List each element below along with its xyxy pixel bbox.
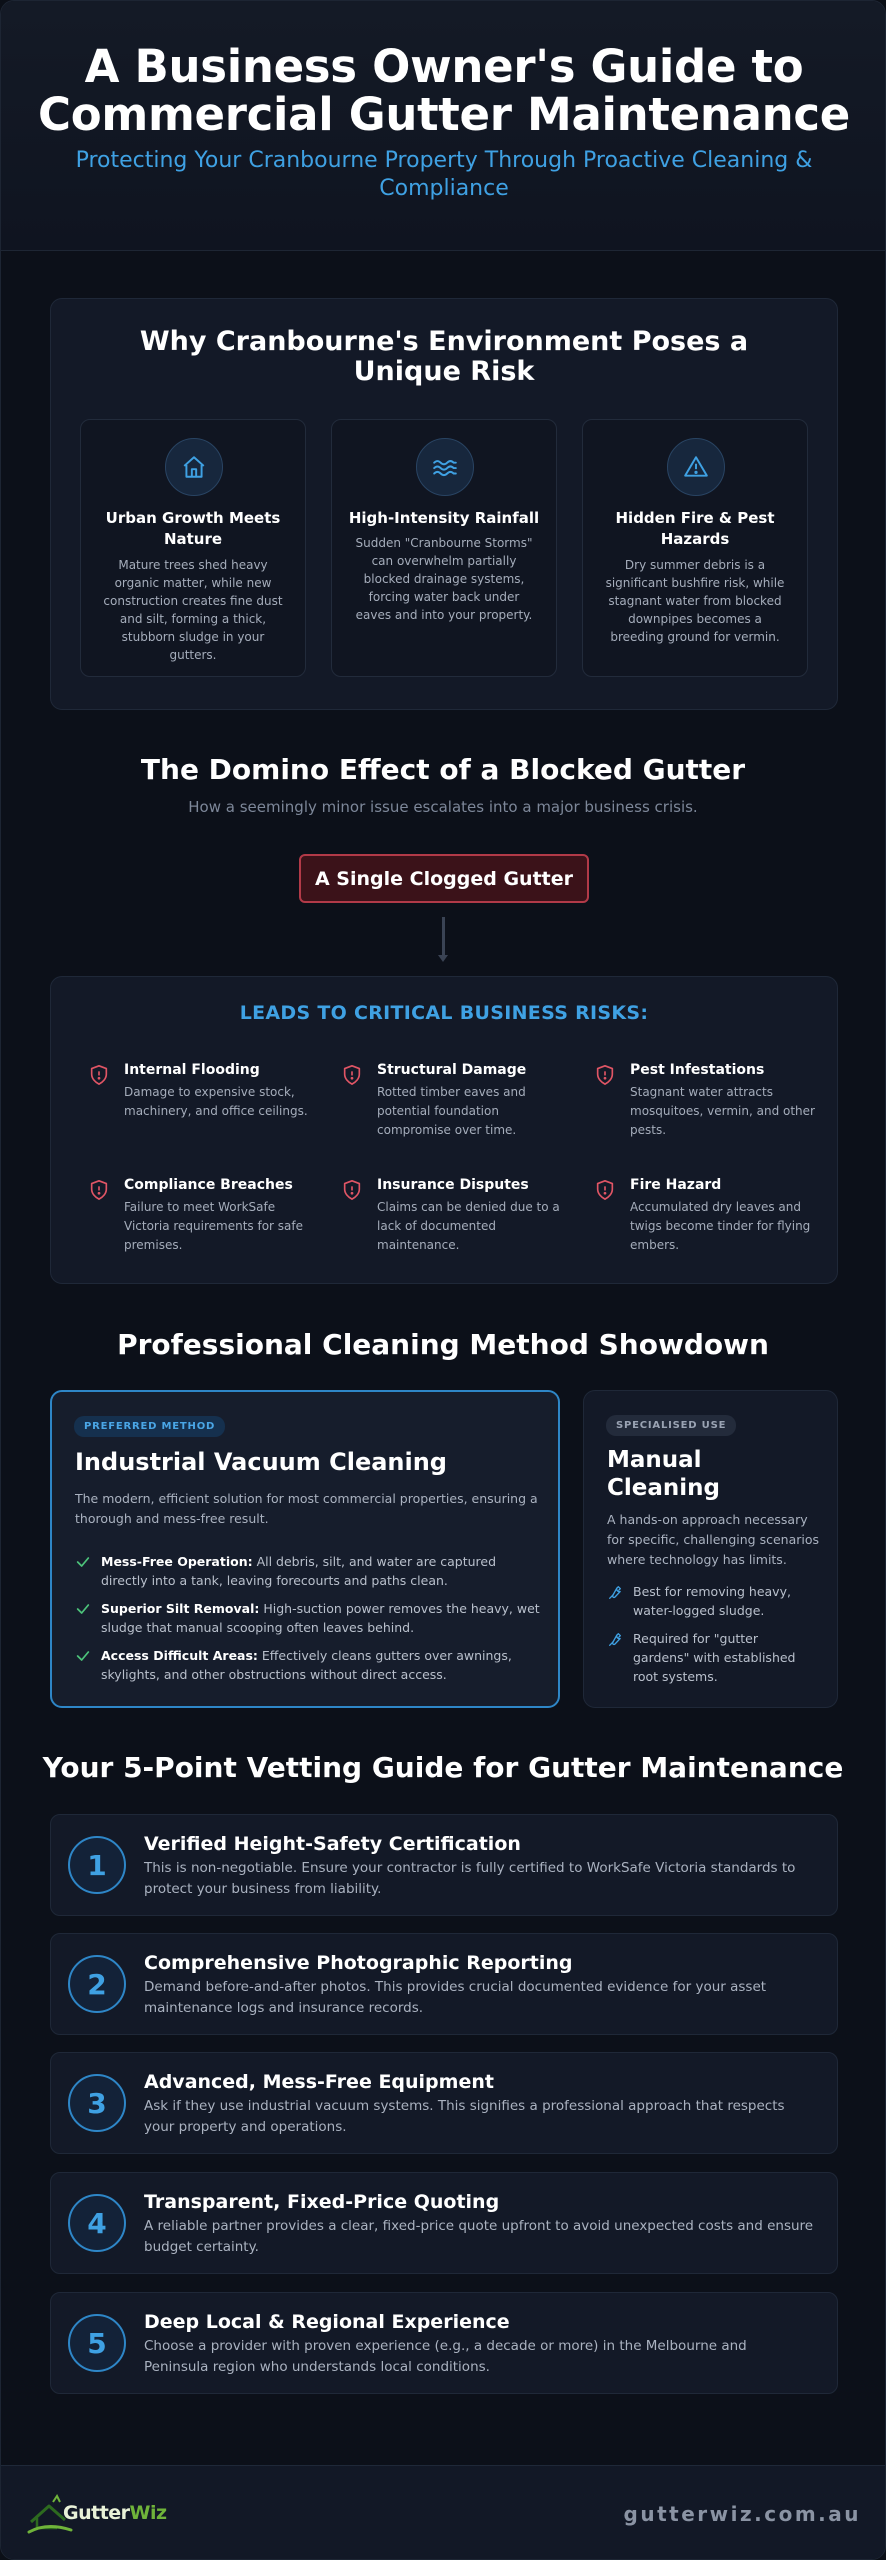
feature-label: Access Difficult Areas: xyxy=(101,1648,258,1663)
step-number: 2 xyxy=(68,1955,126,2013)
vetting-item-title: Transparent, Fixed-Price Quoting xyxy=(144,2191,500,2213)
domino-subtitle: How a seemingly minor issue escalates into a major business crisis. xyxy=(188,798,698,816)
gutterwiz-logo[interactable] xyxy=(27,2492,167,2538)
specialised-badge: SPECIALISED USE xyxy=(606,1415,736,1436)
why-item-urban-growth xyxy=(80,419,306,677)
risk-text: Stagnant water attracts mosquitoes, vermin, and other pests. xyxy=(630,1085,815,1137)
vetting-item-title: Comprehensive Photographic Reporting xyxy=(144,1952,573,1974)
feature-text: Best for removing heavy, water-logged sludge. xyxy=(633,1584,791,1618)
step-number: 4 xyxy=(68,2194,126,2252)
method-desc: The modern, efficient solution for most commercial properties, ensuring a thorough and mess-free result. xyxy=(75,1491,538,1526)
risk-title: Internal Flooding xyxy=(124,1062,260,1078)
vetting-item-text: A reliable partner provides a clear, fixed-price quote upfront to avoid unexpected costs and ensure budget certainty. xyxy=(144,2218,814,2255)
logo-text: GutterWiz xyxy=(63,2502,167,2524)
showdown-title: Professional Cleaning Method Showdown xyxy=(117,1328,769,1361)
method-name: Manual Cleaning xyxy=(607,1447,720,1501)
risk-item xyxy=(88,1061,323,1141)
header xyxy=(1,1,886,251)
vetting-item-text: Choose a provider with proven experience (e.g., a decade or more) in the Melbourne and Peninsula region who understands local conditions. xyxy=(144,2338,747,2375)
check-icon xyxy=(75,1601,91,1617)
vetting-item-text: Ask if they use industrial vacuum systems. This signifies a professional approach that respects your property and operations. xyxy=(144,2098,785,2135)
step-number: 1 xyxy=(68,1836,126,1894)
check-icon xyxy=(75,1648,91,1664)
clogged-gutter-box: A Single Clogged Gutter xyxy=(299,854,589,903)
feature-text: Effectively cleans gutters over awnings, skylights, and other obstructions without direct access. xyxy=(101,1648,512,1682)
home-icon xyxy=(165,438,223,496)
vetting-item xyxy=(50,1933,838,2035)
check-icon xyxy=(75,1554,91,1570)
feature-text: Required for "gutter gardens" with established root systems. xyxy=(633,1631,796,1684)
preferred-badge: PREFERRED METHOD xyxy=(74,1416,225,1437)
why-item-rainfall xyxy=(331,419,557,677)
step-number: 3 xyxy=(68,2074,126,2132)
domino-title: The Domino Effect of a Blocked Gutter xyxy=(140,753,746,786)
vetting-item-text: This is non-negotiable. Ensure your contractor is fully certified to WorkSafe Victoria standards to protect your business from liability. xyxy=(144,1860,796,1897)
risks-section xyxy=(50,976,838,1284)
vetting-item-title: Deep Local & Regional Experience xyxy=(144,2311,510,2333)
risk-text: Rotted timber eaves and potential foundation compromise over time. xyxy=(377,1085,526,1137)
page-title: A Business Owner's Guide to Commercial Gutter Maintenance xyxy=(38,40,850,141)
vetting-title: Your 5-Point Vetting Guide for Gutter Maintenance xyxy=(42,1751,844,1784)
why-title: Why Cranbourne's Environment Poses a Unique Risk xyxy=(139,326,749,387)
risk-text: Failure to meet WorkSafe Victoria requirements for safe premises. xyxy=(124,1200,303,1252)
risk-item xyxy=(594,1061,829,1141)
footer xyxy=(1,2465,886,2560)
feature-text: High-suction power removes the heavy, wet sludge that manual scooping often leaves behind. xyxy=(101,1601,540,1635)
why-item-text: Sudden "Cranbourne Storms" can overwhelm partially blocked drainage systems, forcing water back under eaves and into your property. xyxy=(355,536,533,622)
risk-title: Structural Damage xyxy=(377,1062,527,1078)
method-name: Industrial Vacuum Cleaning xyxy=(75,1448,447,1476)
risk-item xyxy=(594,1176,829,1256)
risk-item xyxy=(341,1061,576,1141)
arrow-down-icon xyxy=(442,917,445,959)
page-subtitle: Protecting Your Cranbourne Property Through Proactive Cleaning & Compliance xyxy=(75,148,813,201)
why-section xyxy=(50,298,838,710)
risk-text: Accumulated dry leaves and twigs become tinder for flying embers. xyxy=(630,1200,811,1252)
arrow-head xyxy=(438,955,448,962)
feature-label: Mess-Free Operation: xyxy=(101,1554,253,1569)
shield-alert-icon xyxy=(341,1063,363,1087)
risk-item xyxy=(88,1176,323,1256)
vetting-item xyxy=(50,2172,838,2274)
preferred-method-card xyxy=(50,1390,560,1708)
vetting-item xyxy=(50,2052,838,2154)
waves-icon xyxy=(416,438,474,496)
shield-alert-icon xyxy=(88,1178,110,1202)
wrench-icon xyxy=(607,1584,623,1600)
why-item-text: Dry summer debris is a significant bushfire risk, while stagnant water from blocked downpipes becomes a breeding ground for vermin. xyxy=(605,558,785,644)
risk-text: Claims can be denied due to a lack of documented maintenance. xyxy=(377,1200,560,1252)
specialised-method-card xyxy=(583,1390,838,1708)
risks-title: LEADS TO CRITICAL BUSINESS RISKS: xyxy=(239,1002,649,1024)
why-item-title: High-Intensity Rainfall xyxy=(348,509,540,527)
shield-alert-icon xyxy=(594,1178,616,1202)
risk-title: Fire Hazard xyxy=(630,1177,722,1193)
risk-title: Pest Infestations xyxy=(630,1062,765,1078)
risk-title: Compliance Breaches xyxy=(124,1177,293,1193)
why-item-text: Mature trees shed heavy organic matter, while new construction creates fine dust and silt, forming a thick, stubborn sludge in your gutters. xyxy=(103,558,283,662)
step-number: 5 xyxy=(68,2314,126,2372)
why-item-fire-pest xyxy=(582,419,808,677)
shield-alert-icon xyxy=(341,1178,363,1202)
vetting-item-title: Advanced, Mess-Free Equipment xyxy=(144,2071,494,2093)
vetting-item xyxy=(50,1814,838,1916)
feature-text: All debris, silt, and water are captured directly into a tank, leaving forecourts and paths clean. xyxy=(101,1554,497,1588)
why-item-title: Hidden Fire & Pest Hazards xyxy=(615,509,775,548)
vetting-item-title: Verified Height-Safety Certification xyxy=(144,1833,521,1855)
risk-text: Damage to expensive stock, machinery, and office ceilings. xyxy=(124,1085,308,1118)
warning-icon xyxy=(667,438,725,496)
shield-alert-icon xyxy=(88,1063,110,1087)
risk-title: Insurance Disputes xyxy=(377,1177,529,1193)
vetting-item xyxy=(50,2292,838,2394)
why-item-title: Urban Growth Meets Nature xyxy=(105,509,281,548)
method-desc: A hands-on approach necessary for specific, challenging scenarios where technology has limits. xyxy=(607,1512,820,1567)
wrench-icon xyxy=(607,1631,623,1647)
shield-alert-icon xyxy=(594,1063,616,1087)
website-link[interactable]: gutterwiz.com.au xyxy=(623,2502,861,2526)
vetting-item-text: Demand before-and-after photos. This provides crucial documented evidence for your asset maintenance logs and insurance records. xyxy=(144,1979,767,2016)
feature-label: Superior Silt Removal: xyxy=(101,1601,260,1616)
risk-item xyxy=(341,1176,576,1256)
